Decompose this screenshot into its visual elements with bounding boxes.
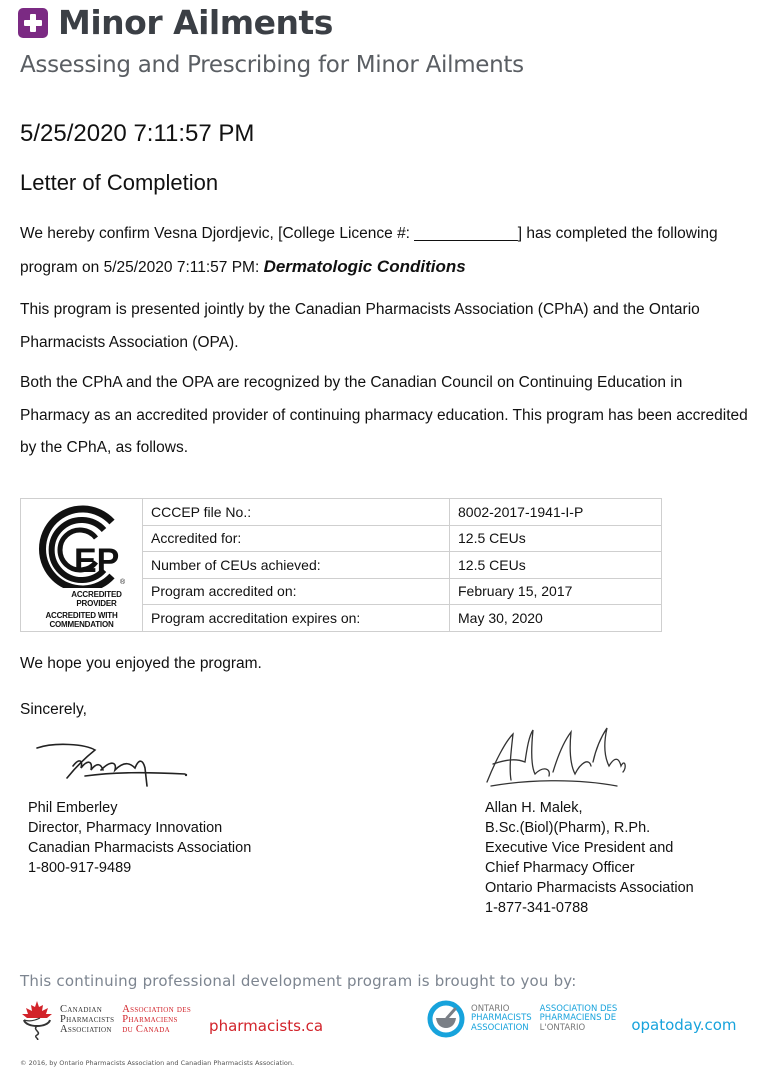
row-label: Program accredited on:: [143, 578, 450, 605]
date-heading: 5/25/2020 7:11:57 PM: [20, 120, 255, 147]
cpha-name-en: [60, 1005, 114, 1035]
cep-line1: ACCREDITED: [71, 590, 122, 600]
row-value: 8002-2017-1941-I-P: [450, 499, 662, 526]
brand-subtitle: Assessing and Prescribing for Minor Ailments: [20, 52, 524, 78]
closing-hope: We hope you enjoyed the program.: [20, 655, 262, 672]
signer-phone: 1-877-341-0788: [485, 900, 589, 916]
signature-allan-malek-icon: [485, 722, 645, 792]
cep-line3: ACCREDITED WITH: [45, 611, 118, 621]
closing-sincerely: Sincerely,: [20, 701, 87, 718]
table-row: [21, 499, 662, 526]
cpha-fr-line: du Canada: [122, 1024, 170, 1035]
row-label: Number of CEUs achieved:: [143, 552, 450, 579]
row-value: May 30, 2020: [450, 605, 662, 632]
letter-title: Letter of Completion: [20, 170, 219, 195]
row-value: February 15, 2017: [450, 578, 662, 605]
svg-text:®: ®: [119, 579, 125, 587]
presented-jointly-paragraph: This program is presented jointly by the Canadian Pharmacists Association (CPhA) and the Ontario Pharmacists Association (OPA).: [20, 301, 700, 351]
brand-title: Minor Ailments: [58, 3, 333, 42]
opa-url-link[interactable]: opatoday.com: [631, 1016, 737, 1034]
signer-phone: 1-800-917-9489: [28, 860, 132, 876]
accreditation-paragraph: Both the CPhA and the OPA are recognized by the Canadian Council on Continuing Education in Pharmacy as an accredited provider of continuing pharmacy education. This program has been accredited by the CPhA, as follows.: [20, 374, 748, 456]
accreditation-table: [20, 498, 662, 632]
row-label: Program accreditation expires on:: [143, 605, 450, 632]
header: [18, 3, 524, 78]
signer-title-line1: Executive Vice President and: [485, 840, 674, 856]
opa-fr-line: L'ONTARIO: [539, 1022, 586, 1033]
signature-phil-emberley-icon: [35, 740, 195, 792]
signer-allan-malek: [485, 798, 694, 918]
svg-text:EP: EP: [73, 542, 119, 581]
signer-name: Allan H. Malek,: [485, 800, 583, 816]
mortar-pestle-circle-icon: [427, 1000, 465, 1038]
cpha-en-line: Canadian: [60, 1004, 103, 1015]
opa-logo: [427, 1000, 737, 1038]
program-name: Dermatologic Conditions: [263, 256, 466, 276]
row-label: Accredited for:: [143, 525, 450, 552]
footer-intro: This continuing professional development program is brought to you by:: [20, 972, 577, 990]
signer-phil-emberley: [28, 798, 251, 878]
cep-line2: PROVIDER: [76, 598, 117, 608]
opa-name-en: [471, 1005, 532, 1034]
cpha-logo: [20, 1000, 323, 1040]
signer-title-line2: Chief Pharmacy Officer: [485, 860, 635, 876]
copyright: © 2016, by Ontario Pharmacists Association and Canadian Pharmacists Association.: [20, 1059, 295, 1067]
confirmation-paragraph: [20, 218, 750, 284]
confirmation-text: We hereby confirm Vesna Djordjevic, [College Licence #: ____________] has completed the following program on 5/25/2020 7:11:57 PM:: [20, 225, 718, 276]
cpha-fr-line: Pharmaciens: [122, 1014, 178, 1025]
signer-organization: Canadian Pharmacists Association: [28, 840, 252, 856]
signer-organization: Ontario Pharmacists Association: [485, 880, 694, 896]
cpha-en-line: Association: [60, 1024, 112, 1035]
opa-en-line: PHARMACISTS: [471, 1013, 532, 1024]
cpha-name-fr: [122, 1005, 191, 1035]
cep-logo-cell: [21, 499, 143, 632]
brand-row: [18, 3, 524, 42]
signer-credentials: B.Sc.(Biol)(Pharm), R.Ph.: [485, 820, 651, 836]
maple-leaf-bowl-of-hygieia-icon: [20, 1000, 54, 1040]
cpha-en-line: Pharmacists: [60, 1014, 115, 1025]
cep-line4: COMMENDATION: [49, 619, 114, 629]
signer-name: Phil Emberley: [28, 800, 118, 816]
opa-en-line: ASSOCIATION: [471, 1022, 529, 1033]
cpha-fr-line: Association des: [122, 1004, 192, 1015]
cpha-url-link[interactable]: pharmacists.ca: [209, 1017, 324, 1035]
row-value: 12.5 CEUs: [450, 552, 662, 579]
opa-name-fr: [540, 1005, 618, 1034]
cep-rings-icon: [34, 500, 130, 588]
opa-fr-line: ASSOCIATION DES: [539, 1003, 618, 1014]
row-label: CCCEP file No.:: [143, 499, 450, 526]
signer-title: Director, Pharmacy Innovation: [28, 820, 223, 836]
row-value: 12.5 CEUs: [450, 525, 662, 552]
plus-square-icon: [18, 8, 48, 38]
opa-en-line: ONTARIO: [471, 1003, 510, 1014]
cep-accredited-provider-logo: [27, 500, 137, 629]
opa-fr-line: PHARMACIENS DE: [539, 1013, 617, 1024]
